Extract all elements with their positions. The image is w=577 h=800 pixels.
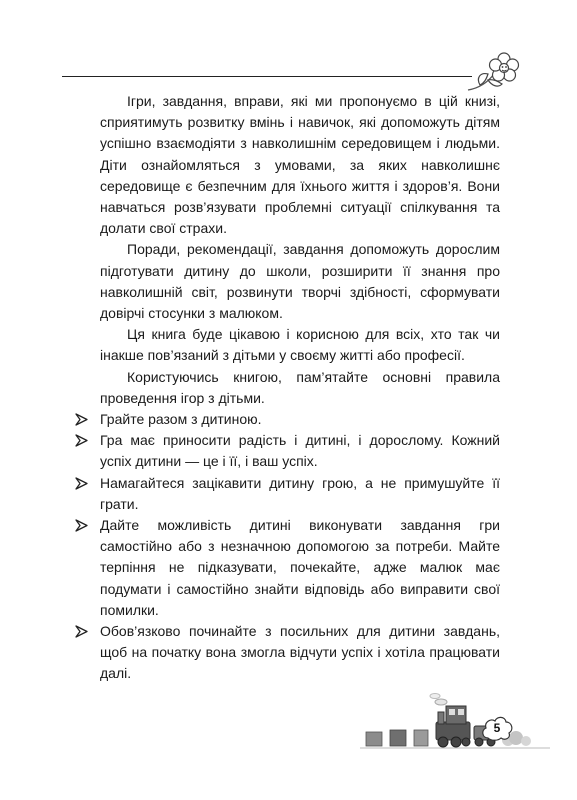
list-item (100, 409, 500, 430)
arrow-bullet-icon (75, 413, 88, 426)
toy-train-icon (350, 692, 560, 752)
arrow-bullet-icon (75, 434, 88, 447)
header-rule (62, 76, 472, 77)
flower-icon (466, 52, 528, 94)
list-item-text: Дайте можливість дитині виконувати завдання гри самостійно або з незначною допомогою за потреби. Майте терпіння не підказувати, почекайте, адже малюк має подумати і самостійно знайти відповідь або виправити свої помилки. (100, 517, 500, 618)
paragraph: Ігри, завдання, вправи, які ми пропонуємо в цій книзі, сприятимуть розвитку вмінь і навичок, які допоможуть дітям успішно взаємодіяти з навколишнім середовищем і людьми. Діти ознайомляться з умовами, за яких навколишнє середовище є безпечним для їхнього життя і здоров’я. Вони навчаться розв’язувати проблемні ситуації спілкування та долати свої страхи. (100, 93, 500, 237)
paragraph: Ця книга буде цікавою і корисною для всіх, хто так чи інакше пов’язаний з дітьми у своєму житті або професії. (100, 326, 500, 364)
paragraph: Користуючись книгою, пам’ятайте основні правила проведення ігор з дітьми. (100, 368, 500, 406)
paragraph: Поради, рекомендації, завдання допоможуть дорослим підготувати дитину до школи, розширити її знання про навколишній світ, розвинути творчі здібності, сформувати довірчі стосунки з малюком. (100, 241, 500, 322)
list-item (100, 515, 500, 621)
list-item (100, 473, 500, 515)
list-item-text: Намагайтеся зацікавити дитину грою, а не примушуйте її грати. (100, 474, 500, 512)
list-item (100, 621, 500, 685)
arrow-bullet-icon (75, 477, 88, 490)
list-item (100, 430, 500, 472)
list-item-text: Обов’язково починайте з посильних для дитини завдань, щоб на початку вона змогла відчути успіх і хотіла працювати далі. (100, 623, 500, 682)
main-text (100, 91, 500, 685)
list-item-text: Грайте разом з дитиною. (100, 411, 262, 428)
rules-list (100, 409, 500, 685)
page-number-badge (480, 714, 514, 742)
page-number: 5 (493, 721, 501, 735)
list-item-text: Гра має приносити радість і дитині, і дорослому. Кожний успіх дитини — це і її, і ваш успіх. (100, 432, 500, 470)
arrow-bullet-icon (75, 519, 88, 532)
arrow-bullet-icon (75, 625, 88, 638)
